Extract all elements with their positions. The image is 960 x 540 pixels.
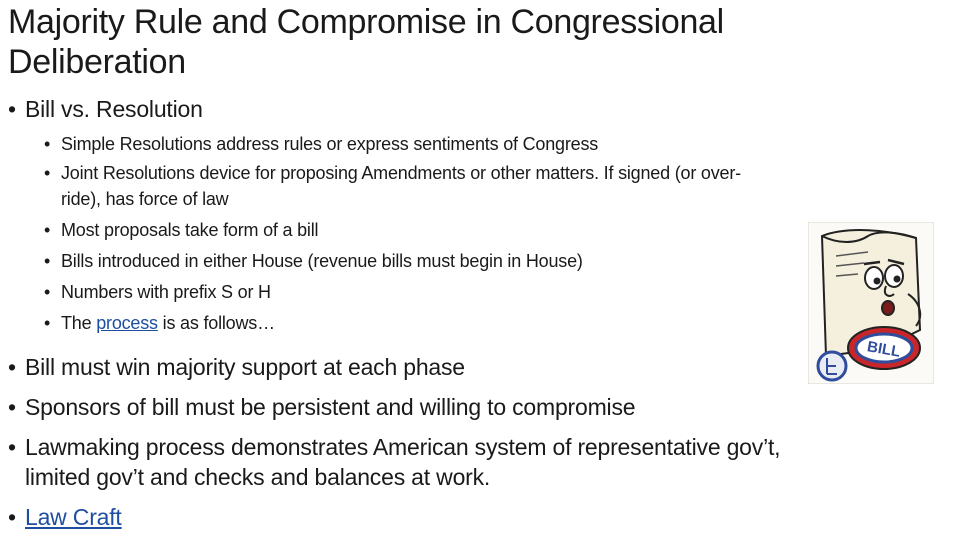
sub-bullet-process xyxy=(44,310,275,336)
sub-bullet-joint-resolutions-cont: ride), has force of law xyxy=(61,189,229,209)
bullet-text: Lawmaking process demonstrates American system of representative gov’t, xyxy=(25,434,781,460)
left-pupil xyxy=(874,278,881,285)
bullet-text: Numbers with prefix S or H xyxy=(61,282,271,302)
bullet-dot: • xyxy=(8,354,16,380)
bill-cartoon-illustration xyxy=(808,222,934,384)
bullet-dot: • xyxy=(44,163,51,183)
process-suffix: is as follows… xyxy=(157,313,275,333)
bullet-text: Bill vs. Resolution xyxy=(25,96,203,122)
process-link[interactable]: process xyxy=(96,313,158,333)
sub-bullet-simple-resolutions xyxy=(44,131,598,157)
sub-bullet-numbers-prefix xyxy=(44,279,271,305)
bullet-dot: • xyxy=(44,251,51,271)
badge-text: BILL xyxy=(865,338,902,361)
bullet-dot: • xyxy=(44,282,51,302)
bullet-dot: • xyxy=(8,96,16,122)
bullet-bill-vs-resolution xyxy=(8,94,203,124)
bullet-text: Bills introduced in either House (revenue bills must begin in House) xyxy=(61,251,583,271)
bullet-text: Joint Resolutions device for proposing Amendments or other matters. If signed (or over- xyxy=(61,163,741,183)
sub-bullet-joint-resolutions xyxy=(44,160,741,186)
bullet-text: Sponsors of bill must be persistent and willing to compromise xyxy=(25,394,636,420)
mouth xyxy=(882,301,894,315)
bullet-majority-support xyxy=(8,352,465,382)
bullet-dot: • xyxy=(44,313,51,333)
bullet-sponsors xyxy=(8,392,635,422)
bullet-text: Most proposals take form of a bill xyxy=(61,220,319,240)
bullet-dot: • xyxy=(8,504,16,530)
bullet-lawmaking-process-cont: limited gov’t and checks and balances at work. xyxy=(25,464,491,490)
bullet-dot: • xyxy=(44,134,51,154)
right-pupil xyxy=(894,276,901,283)
bullet-text: Bill must win majority support at each phase xyxy=(25,354,465,380)
slide-title: Majority Rule and Compromise in Congressional Deliberation xyxy=(8,3,724,81)
bullet-law-craft xyxy=(8,502,122,532)
bullet-dot: • xyxy=(8,434,16,460)
left-eye xyxy=(865,267,883,289)
bullet-dot: • xyxy=(44,220,51,240)
process-prefix: The xyxy=(61,313,97,333)
bullet-lawmaking-process xyxy=(8,432,780,462)
bullet-text: Simple Resolutions address rules or express sentiments of Congress xyxy=(61,134,599,154)
law-craft-link[interactable]: Law Craft xyxy=(25,504,122,530)
right-eye xyxy=(885,265,903,287)
sub-bullet-most-proposals xyxy=(44,217,318,243)
bullet-dot: • xyxy=(8,394,16,420)
sub-bullet-bills-introduced xyxy=(44,248,583,274)
